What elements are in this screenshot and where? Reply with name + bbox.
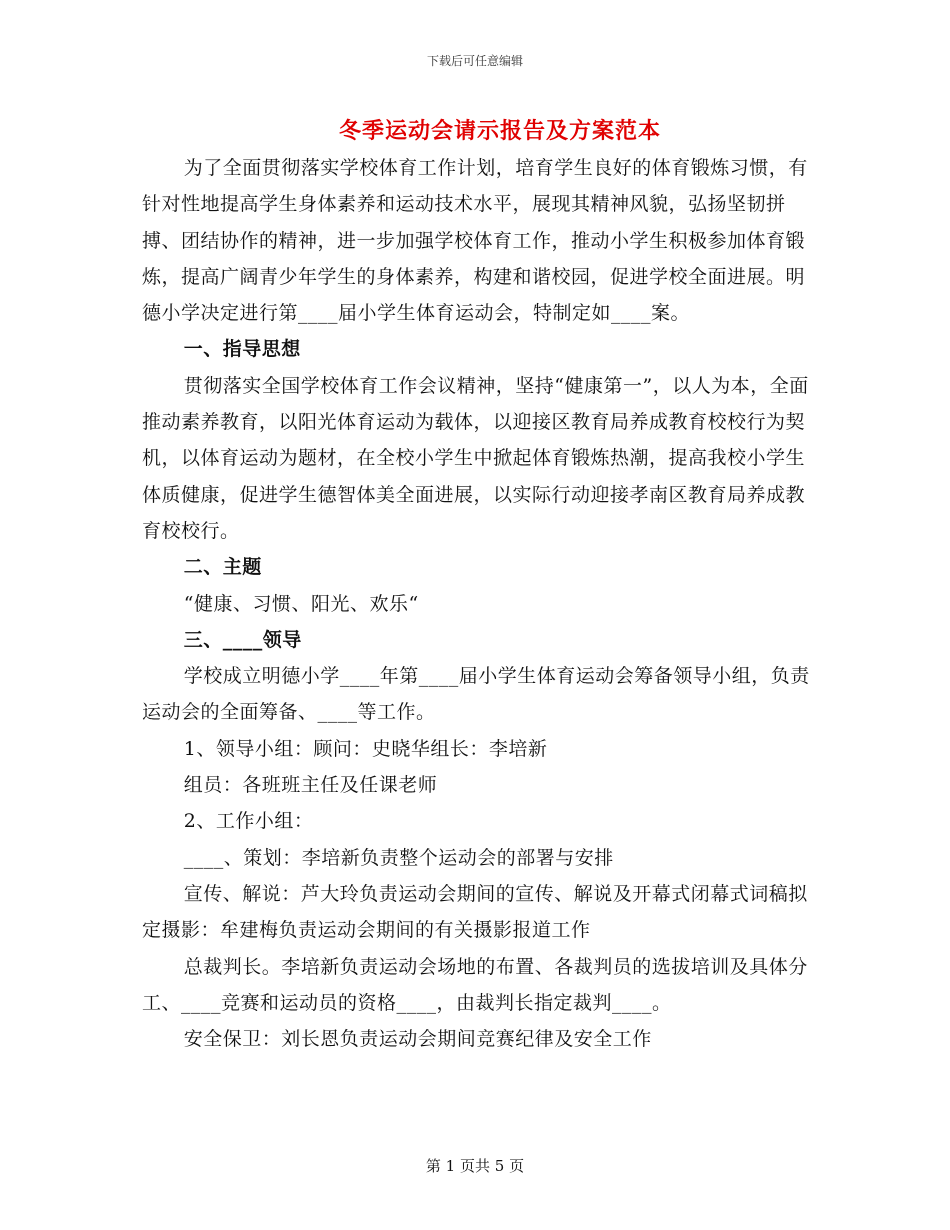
document-title: 冬季运动会请示报告及方案范本 — [338, 118, 661, 144]
security-line: 安全保卫：刘长恩负责运动会期间竞赛纪律及安全工作 — [183, 1028, 652, 1051]
document-body — [142, 150, 810, 1057]
section-heading-theme: 二、主题 — [183, 556, 262, 579]
planning-line: ____、策划：李培新负责整个运动会的部署与安排 — [183, 846, 614, 869]
members-line: 组员：各班班主任及任课老师 — [183, 774, 438, 797]
page-number-footer: 第 1 页共 5 页 — [425, 1157, 525, 1175]
work-group-line: 2、工作小组： — [183, 810, 314, 833]
section-heading-leadership: 三、____领导 — [183, 628, 302, 651]
section-heading-guiding-ideology: 一、指导思想 — [183, 338, 301, 361]
header-note: 下载后可任意编辑 — [426, 54, 523, 68]
intro-paragraph: 为了全面贯彻落实学校体育工作计划，培育学生良好的体育锻炼习惯，有针对性地提高学生身体素养和运动技术水平，展现其精神风貌，弘扬坚韧拼搏、团结协作的精神，进一步加强学校体育工作，推动小学生积极参加体育锻炼，提高广阔青少年学生的身体素养，构建和谐校园，促进学校全面进展。明德小学决定进行第____届小学生体育运动会，特制定如____案。 — [142, 157, 808, 325]
leadership-paragraph: 学校成立明德小学____年第____届小学生体育运动会筹备领导小组，负责运动会的全面筹备、____等工作。 — [142, 665, 810, 724]
referee-paragraph: 总裁判长。李培新负责运动会场地的布置、各裁判员的选拔培训及具体分工、____竞赛和运动员的资格____，由裁判长指定裁判____。 — [142, 955, 808, 1014]
theme-paragraph: “健康、习惯、阳光、欢乐“ — [183, 592, 419, 615]
publicity-paragraph: 宣传、解说：芦大玲负责运动会期间的宣传、解说及开幕式闭幕式词稿拟定摄影：牟建梅负责运动会期间的有关摄影报道工作 — [142, 882, 808, 942]
leadership-group-line: 1、领导小组：顾问：史晓华组长：李培新 — [183, 737, 548, 760]
guiding-ideology-paragraph: 贯彻落实全国学校体育工作会议精神，坚持“健康第一”，以人为本，全面推动素养教育，以阳光体育运动为载体，以迎接区教育局养成教育校校行为契机，以体育运动为题材，在全校小学生中掀起体育锻炼热潮，提高我校小学生体质健康，促进学生德智体美全面进展，以实际行动迎接孝南区教育局养成教育校校行。 — [142, 374, 809, 542]
